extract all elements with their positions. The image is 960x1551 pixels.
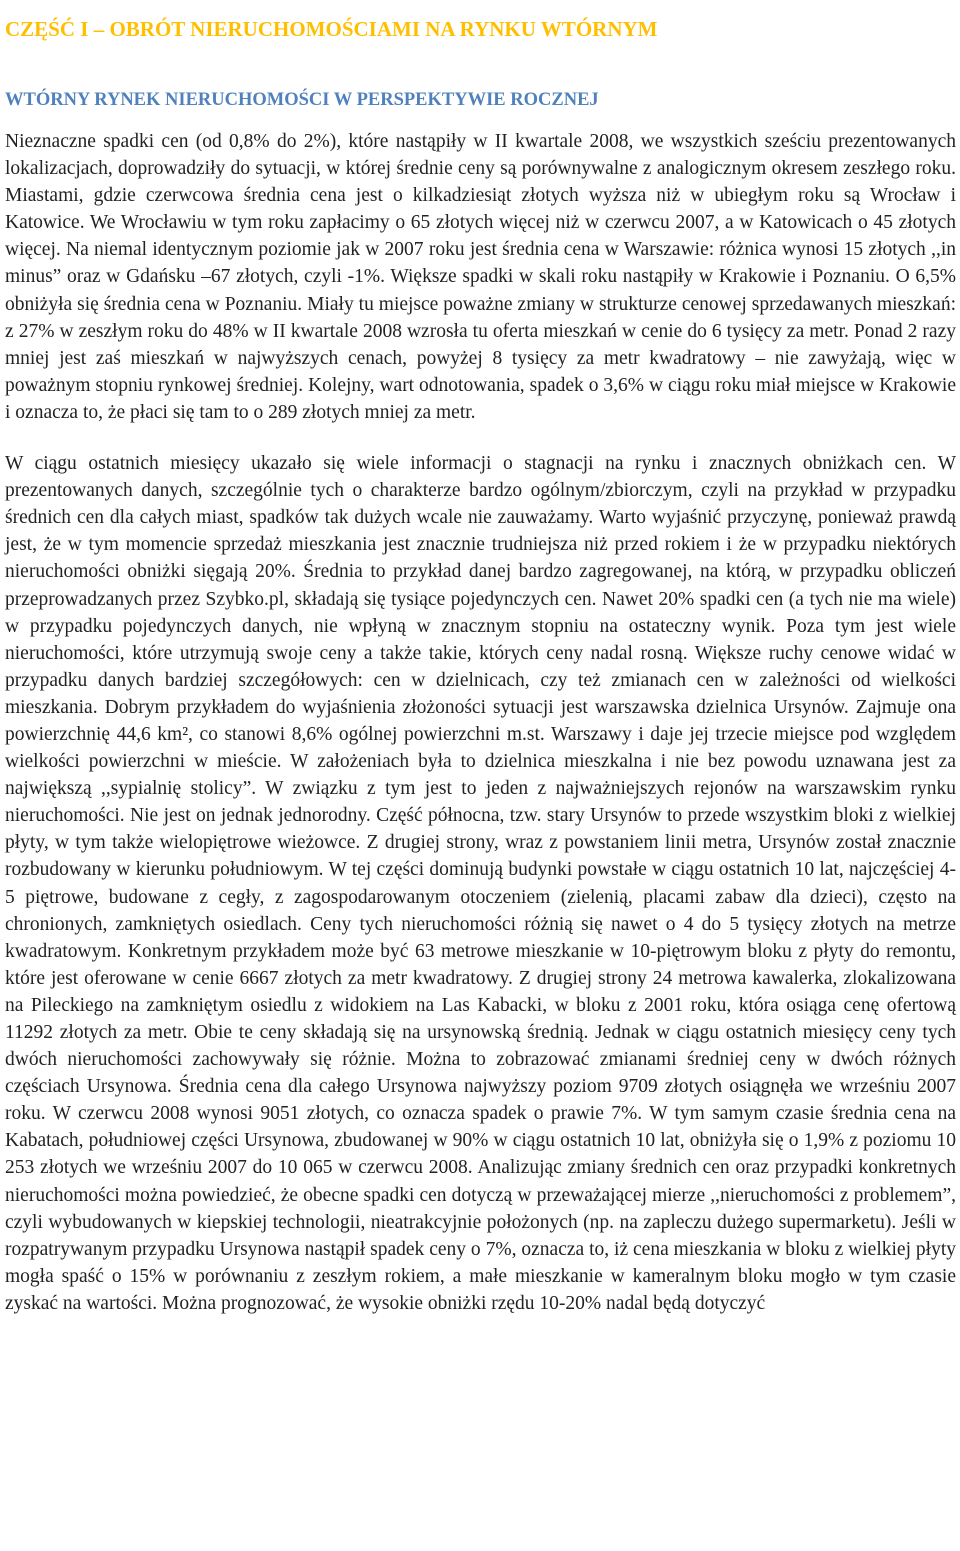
- part-title: CZĘŚĆ I – OBRÓT NIERUCHOMOŚCIAMI NA RYNKU WTÓRNYM: [5, 17, 658, 41]
- paragraph-price-changes: Nieznaczne spadki cen (od 0,8% do 2%), które nastąpiły w II kwartale 2008, we wszystkich sześciu prezentowanych lokalizacjach, doprowadziły do sytuacji, w której średnie ceny są porównywalne z analogicznym okresem zeszłego roku. Miastami, gdzie czerwcowa średnia cena jest o kilkadziesiąt złotych wyższa niż w ubiegłym roku są Wrocław i Katowice. We Wrocławiu w tym roku zapłacimy o 65 złotych więcej niż w czerwcu 2007, a w Katowicach o 45 złotych więcej. Na niemal identycznym poziomie jak w 2007 roku jest średnia cena w Warszawie: różnica wynosi 15 złotych ,,in minus” oraz w Gdańsku –67 złotych, czyli -1%. Większe spadki w skali roku nastąpiły w Krakowie i Poznaniu. O 6,5% obniżyła się średnia cena w Poznaniu. Miały tu miejsce poważne zmiany w strukturze cenowej sprzedawanych mieszkań: z 27% w zeszłym roku do 48% w II kwartale 2008 wzrosła tu oferta mieszkań w cenie do 6 tysięcy za metr. Ponad 2 razy mniej jest zaś mieszkań w najwyższych cenach, powyżej 8 tysięcy za metr kwadratowy – nie zawyżają, więc w poważnym stopniu rynkowej średniej. Kolejny, wart odnotowania, spadek o 3,6% w ciągu roku miał miejsce w Krakowie i oznacza to, że płaci się tam to o 289 złotych mniej za metr.: [5, 131, 956, 423]
- paragraph-ursynow-analysis: W ciągu ostatnich miesięcy ukazało się wiele informacji o stagnacji na rynku i znacznych obniżkach cen. W prezentowanych danych, szczególnie tych o charakterze bardzo ogólnym/zbiorczym, czyli na przykład w przypadku średnich cen dla całych miast, spadków tak dużych wcale nie zauważamy. Warto wyjaśnić przyczynę, ponieważ prawdą jest, że w tym momencie sprzedaż mieszkania jest znacznie trudniejsza niż przed rokiem i że w przypadku niektórych nieruchomości obniżki sięgają 20%. Średnia to przykład danej bardzo zagregowanej, na którą, w przypadku obliczeń przeprowadzanych przez Szybko.pl, składają się tysiące pojedynczych cen. Nawet 20% spadki cen (a tych nie ma wiele) w przypadku pojedynczych danych, nie wpłyną w znacznym stopniu na ostateczny wynik. Poza tym jest wiele nieruchomości, które utrzymują swoje ceny a także takie, których ceny nadal rosną. Większe ruchy cenowe widać w przypadku danych bardziej szczegółowych: cen w dzielnicach, czy też zmianach cen w zależności od wielkości mieszkania. Dobrym przykładem do wyjaśnienia złożoności sytuacji jest warszawska dzielnica Ursynów. Zajmuje ona powierzchnię 44,6 km², co stanowi 8,6% ogólnej powierzchni m.st. Warszawy i daje jej trzecie miejsce pod względem wielkości powierzchni w mieście. W założeniach była to dzielnica mieszkalna i nie bez powodu uznawana jest za największą ,,sypialnię stolicy”. W związku z tym jest to jeden z najważniejszych rejonów na warszawskim rynku nieruchomości. Nie jest on jednak jednorodny. Część północna, tzw. stary Ursynów to przede wszystkim bloki z wielkiej płyty, w tym także wielopiętrowe wieżowce. Z drugiej strony, wraz z powstaniem linii metra, Ursynów został znacznie rozbudowany w kierunku południowym. W tej części dominują budynki powstałe w ciągu ostatnich 10 lat, najczęściej 4-5 piętrowe, budowane z cegły, z zagospodarowanym otoczeniem (zielenią, placami zabaw dla dzieci), często na chronionych, zamkniętych osiedlach. Ceny tych nieruchomości różnią się nawet o 4 do 5 tysięcy złotych na metrze kwadratowym. Konkretnym przykładem może być 63 metrowe mieszkanie w 10-piętrowym bloku z płyty do remontu, które jest oferowane w cenie 6667 złotych za metr kwadratowy. Z drugiej strony 24 metrowa kawalerka, zlokalizowana na Pileckiego na zamkniętym osiedlu z widokiem na Las Kabacki, w bloku z 2001 roku, która osiąga cenę ofertową 11292 złotych za metr. Obie te ceny składają się na ursynowską średnią. Jednak w ciągu ostatnich miesięcy ceny tych dwóch nieruchomości zachowywały się różnie. Można to zobrazować zmianami średniej ceny w dwóch różnych częściach Ursynowa. Średnia cena dla całego Ursynowa najwyższy poziom 9709 złotych osiągnęła we wrześniu 2007 roku. W czerwcu 2008 wynosi 9051 złotych, co oznacza spadek o prawie 7%. W tym samym czasie średnia cena na Kabatach, południowej części Ursynowa, zbudowanej w 90% w ciągu ostatnich 10 lat, obniżyła się o 1,9% z poziomu 10 253 złotych we wrześniu 2007 do 10 065 w czerwcu 2008. Analizując zmiany średnich cen oraz przypadki konkretnych nieruchomości można powiedzieć, że obecne spadki cen dotyczą w przeważającej mierze ,,nieruchomości z problemem”, czyli wybudowanych w kiepskiej technologii, nieatrakcyjnie położonych (np. na zapleczu dużego supermarketu). Jeśli w rozpatrywanym przypadku Ursynowa nastąpił spadek ceny o 7%, oznacza to, iż cena mieszkania w bloku z wielkiej płyty mogła spaść o 15% w porównaniu z zeszłym rokiem, a małe mieszkanie w kameralnym bloku mogło w tym czasie zyskać na wartości. Można prognozować, że wysokie obniżki rzędu 10-20% nadal będą dotyczyć: [5, 453, 956, 1314]
- section-title: WTÓRNY RYNEK NIERUCHOMOŚCI W PERSPEKTYWIE ROCZNEJ: [5, 90, 599, 110]
